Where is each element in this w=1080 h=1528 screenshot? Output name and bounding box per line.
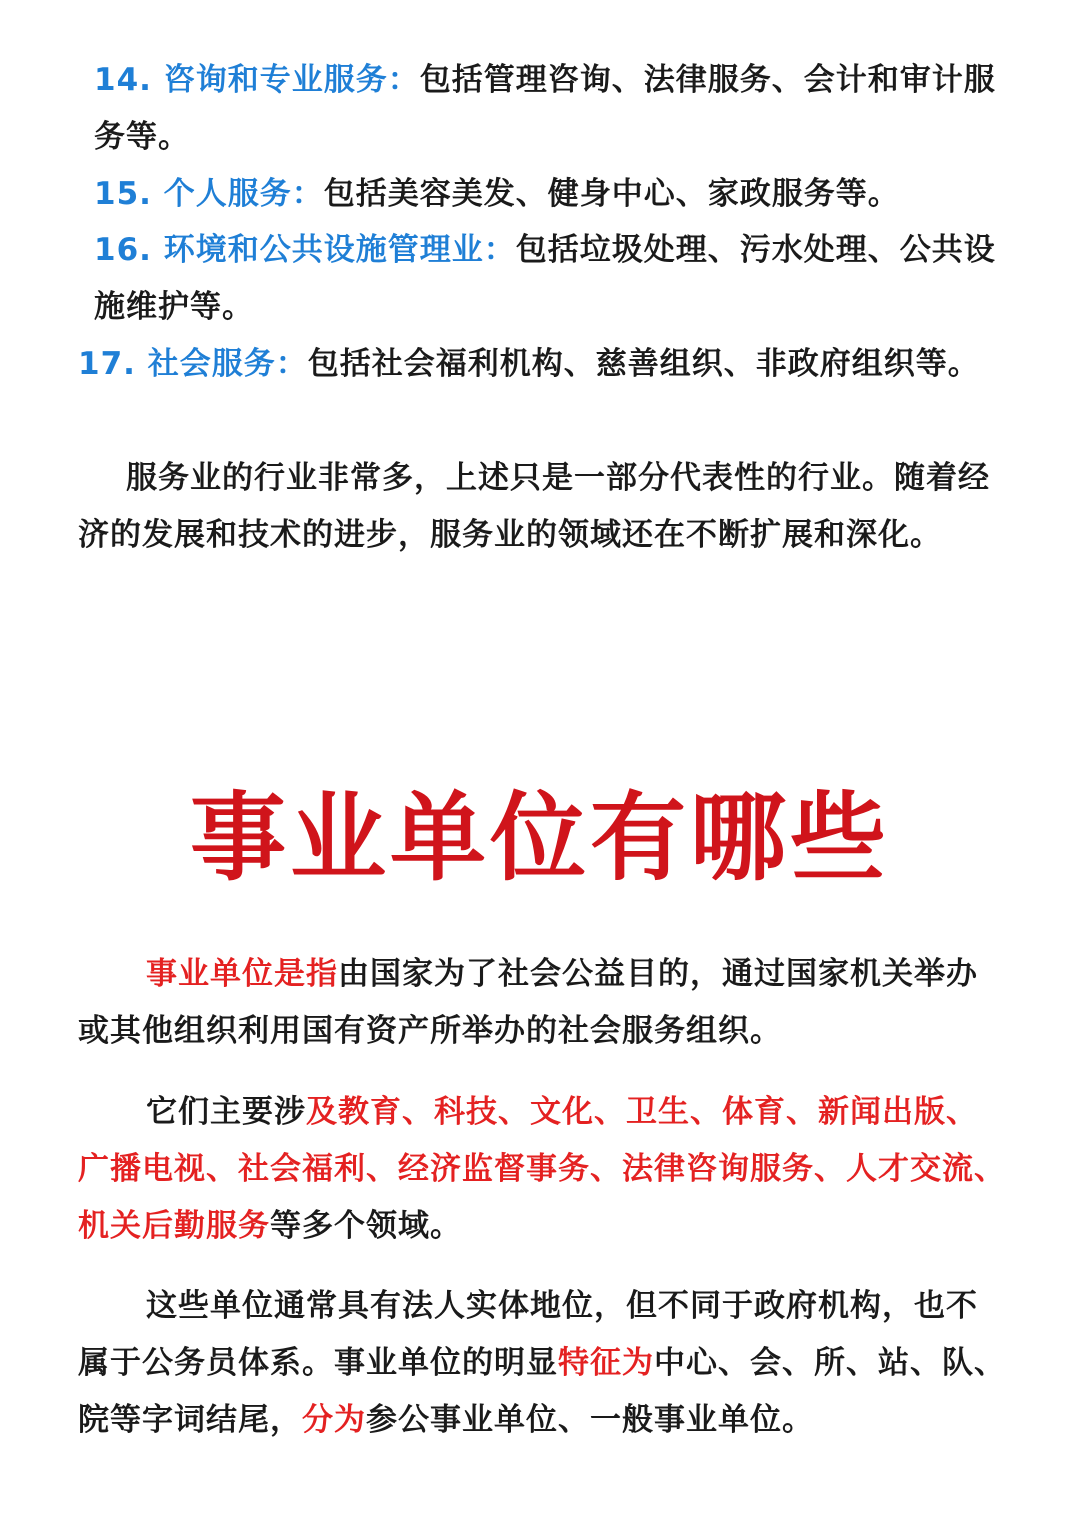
list-item-text: 包括管理咨询、法律服务、会计和审计服务等。 — [94, 62, 996, 155]
fields-paragraph — [78, 1084, 1008, 1255]
fields-highlight: 及教育、科技、文化、卫生、体育、新闻出版、广播电视、社会福利、经济监督事务、法律咨询服务、人才交流、机关后勤服务 — [78, 1094, 1006, 1244]
summary-paragraph: 服务业的行业非常多，上述只是一部分代表性的行业。随着经济的发展和技术的进步，服务业的领域还在不断扩展和深化。 — [78, 460, 990, 553]
fields-intro: 它们主要涉 — [146, 1094, 306, 1130]
list-item-label: 14. 咨询和专业服务： — [94, 62, 420, 98]
features-text-2: 中心、会、所、站、队、院等字词结尾， — [78, 1345, 1006, 1438]
list-item-15 — [78, 166, 1024, 223]
definition-highlight: 事业单位是指 — [146, 956, 338, 992]
features-highlight-2: 分为 — [302, 1402, 366, 1438]
list-item-label: 16. 环境和公共设施管理业： — [94, 232, 516, 268]
features-text-3: 参公事业单位、一般事业单位。 — [366, 1402, 814, 1438]
list-item-label: 15. 个人服务： — [94, 176, 324, 212]
fields-outro: 等多个领域。 — [270, 1208, 462, 1244]
list-item-text: 包括垃圾处理、污水处理、公共设施维护等。 — [94, 232, 996, 325]
list-item-text: 包括社会福利机构、慈善组织、非政府组织等。 — [307, 346, 980, 382]
page-title: 事业单位有哪些 — [190, 782, 890, 894]
features-highlight-1: 特征为 — [558, 1345, 654, 1381]
list-item-text: 包括美容美发、健身中心、家政服务等。 — [323, 176, 900, 212]
list-item-16 — [78, 222, 1024, 336]
features-paragraph — [78, 1278, 1008, 1449]
list-item-14 — [78, 52, 1024, 166]
definition-paragraph — [78, 946, 1008, 1060]
features-text-1: 这些单位通常具有法人实体地位，但不同于政府机构，也不属于公务员体系。事业单位的明显 — [78, 1288, 978, 1381]
list-item-label: 17. 社会服务： — [78, 346, 308, 382]
list-item-17 — [78, 336, 1008, 393]
definition-text: 由国家为了社会公益目的，通过国家机关举办或其他组织利用国有资产所举办的社会服务组织。 — [78, 956, 978, 1049]
